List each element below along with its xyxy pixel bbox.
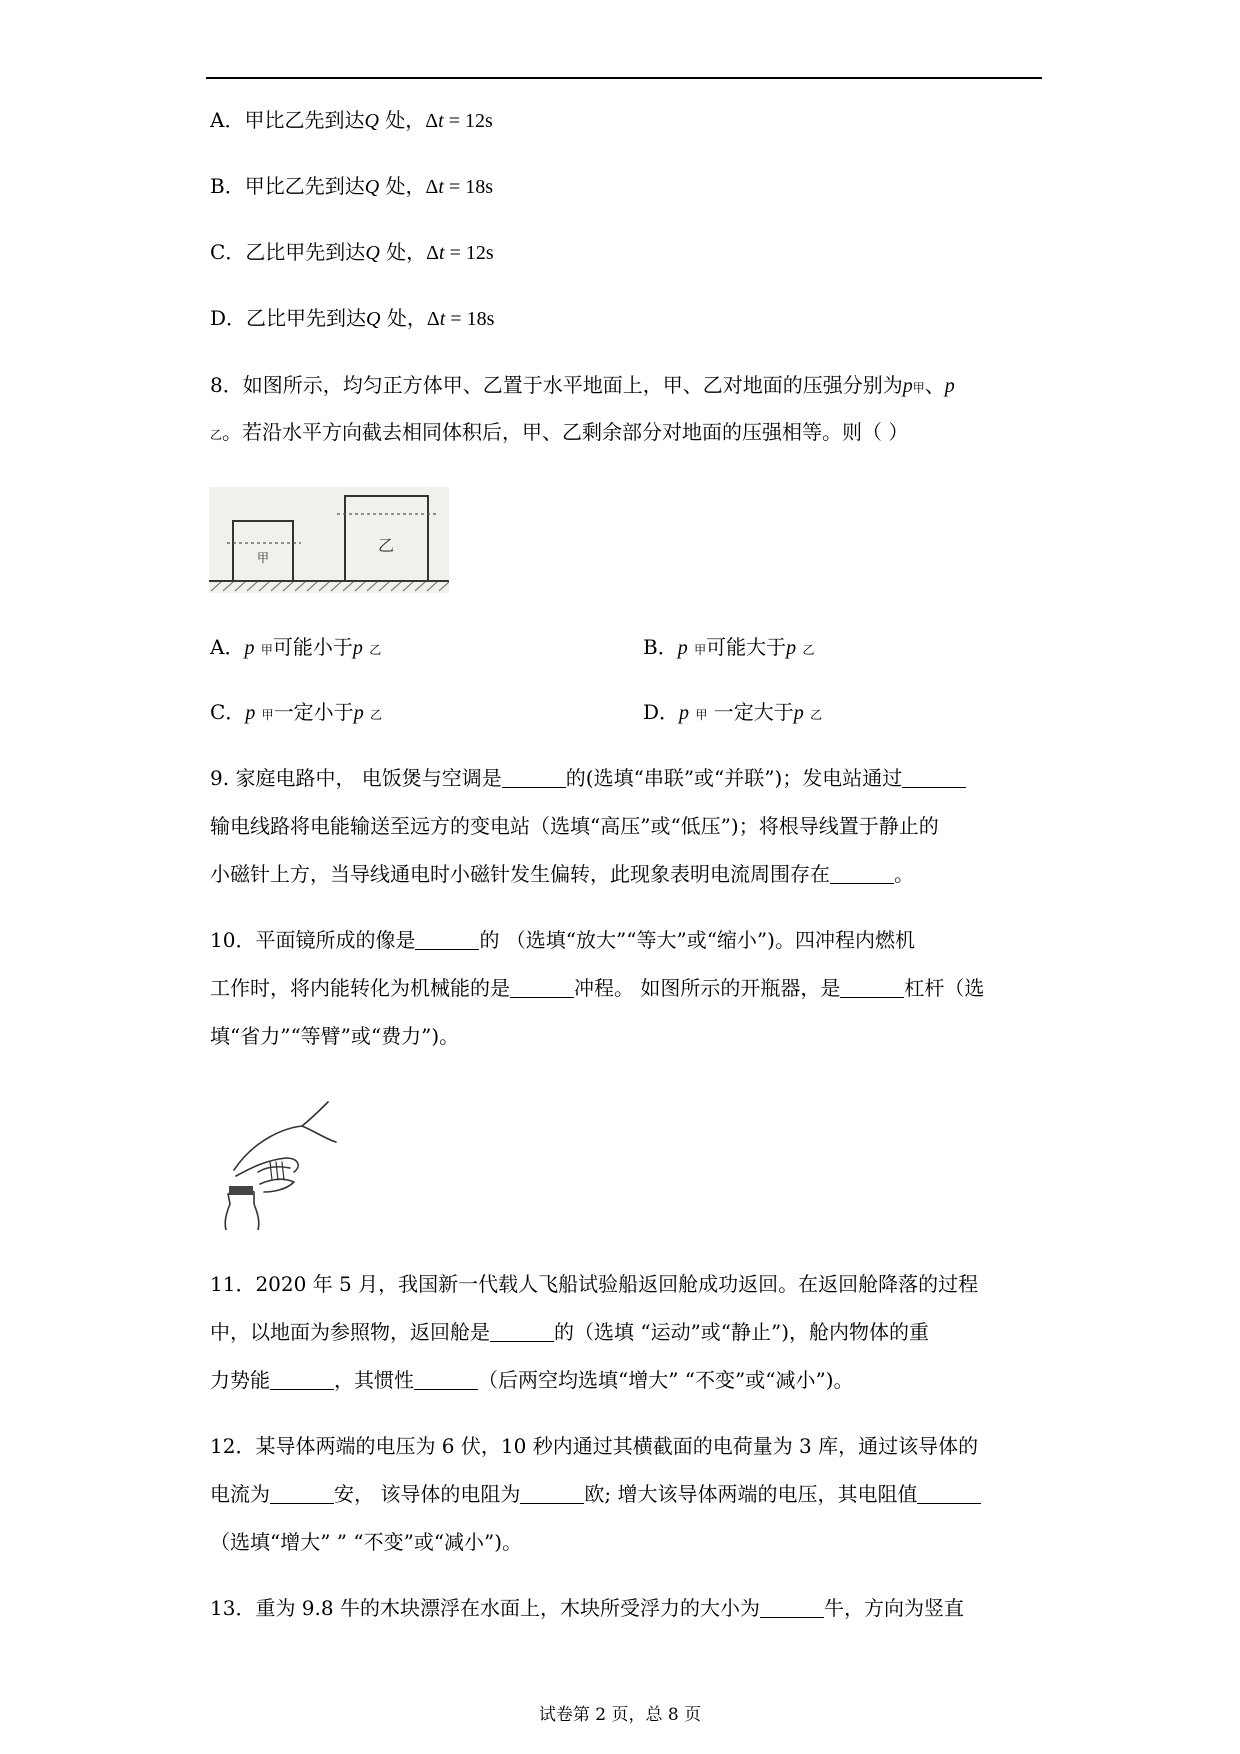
q8-stem-line1: 8．如图所示，均匀正方体甲、乙置于水平地面上，甲、乙对地面的压强分别为p甲、p — [210, 373, 955, 397]
answer-blank — [760, 1597, 824, 1618]
answer-blank — [270, 1369, 334, 1390]
wrist-outline — [234, 1102, 328, 1170]
answer-blank — [414, 1369, 478, 1390]
answer-blank — [415, 929, 479, 950]
q9-line3: 小磁针上方，当导线通电时小磁针发生偏转，此现象表明电流周围存在 。 — [210, 862, 914, 886]
q7-option-a: A．甲比乙先到达Q 处，Δt = 12s — [210, 108, 493, 132]
answer-blank — [490, 1321, 554, 1342]
figure-background — [209, 487, 449, 593]
q9-line1: 9. 家庭电路中， 电饭煲与空调是 的(选填“串联”或“并联”)；发电站通过 — [210, 764, 966, 792]
q10-line1: 10．平面镜所成的像是 的 （选填“放大”“等大”或“缩小”)。四冲程内燃机 — [210, 928, 915, 952]
answer-blank — [502, 767, 566, 788]
answer-blank — [520, 1483, 584, 1504]
cubes-figure — [209, 487, 449, 593]
q8-option-d: D．p 甲 一定大于p 乙 — [643, 700, 823, 724]
q12-line1: 12．某导体两端的电压为 6 伏，10 秒内通过其横截面的电荷量为 3 库，通过该导体的 — [210, 1434, 979, 1458]
q8-option-a: A．p 甲可能小于p 乙 — [210, 635, 382, 659]
q7-option-b: B．甲比乙先到达Q 处，Δt = 18s — [210, 174, 494, 198]
q13-line1: 13．重为 9.8 牛的木块漂浮在水面上，木块所受浮力的大小为 牛，方向为竖直 — [210, 1596, 964, 1620]
header-rule — [206, 77, 1042, 79]
q12-line3: （选填“增大” ” “不变”或“减小”)。 — [210, 1530, 523, 1554]
q11-line2: 中，以地面为参照物，返回舱是 的（选填 “运动”或“静止”)，舱内物体的重 — [210, 1320, 930, 1344]
fingers-outline — [260, 1179, 294, 1192]
q8-option-b: B．p 甲可能大于p 乙 — [643, 635, 815, 659]
label-yi: 乙 — [377, 536, 395, 555]
answer-blank — [902, 767, 966, 788]
q11-line1: 11．2020 年 5 月，我国新一代载人飞船试验船返回舱成功返回。在返回舱降落的过程 — [210, 1272, 979, 1296]
q11-line3: 力势能 ，其惯性 （后两空均选填“增大” “不变”或“减小”)。 — [210, 1368, 854, 1392]
q10-line2: 工作时，将内能转化为机械能的是 冲程。 如图所示的开瓶器，是 杠杆（选 — [210, 976, 985, 1000]
bottle-outline — [225, 1190, 259, 1230]
q7-option-c: C．乙比甲先到达Q 处，Δt = 12s — [210, 240, 494, 264]
q12-line2: 电流为 安， 该导体的电阻为 欧; 增大该导体两端的电压，其电阻值 — [210, 1480, 981, 1508]
answer-blank — [840, 977, 904, 998]
q7-option-d: D．乙比甲先到达Q 处，Δt = 18s — [210, 306, 495, 330]
answer-blank — [510, 977, 574, 998]
q8-option-c: C．p 甲一定小于p 乙 — [210, 700, 383, 724]
answer-blank — [830, 863, 894, 884]
bottle-cap — [229, 1186, 253, 1195]
bottle-opener-figure — [224, 1100, 344, 1230]
answer-blank — [917, 1483, 981, 1504]
q10-line3: 填“省力”“等臂”或“费力”)。 — [210, 1024, 460, 1048]
label-jia: 甲 — [256, 551, 270, 565]
q9-line2: 输电线路将电能输送至远方的变电站（选填“高压”或“低压”)；将根导线置于静止的 — [210, 814, 939, 838]
page-footer: 试卷第 2 页，总 8 页 — [538, 1705, 702, 1725]
answer-blank — [270, 1483, 334, 1504]
q8-stem-line2: 乙。若沿水平方向截去相同体积后，甲、乙剩余部分对地面的压强相等。则（ ） — [210, 420, 909, 444]
